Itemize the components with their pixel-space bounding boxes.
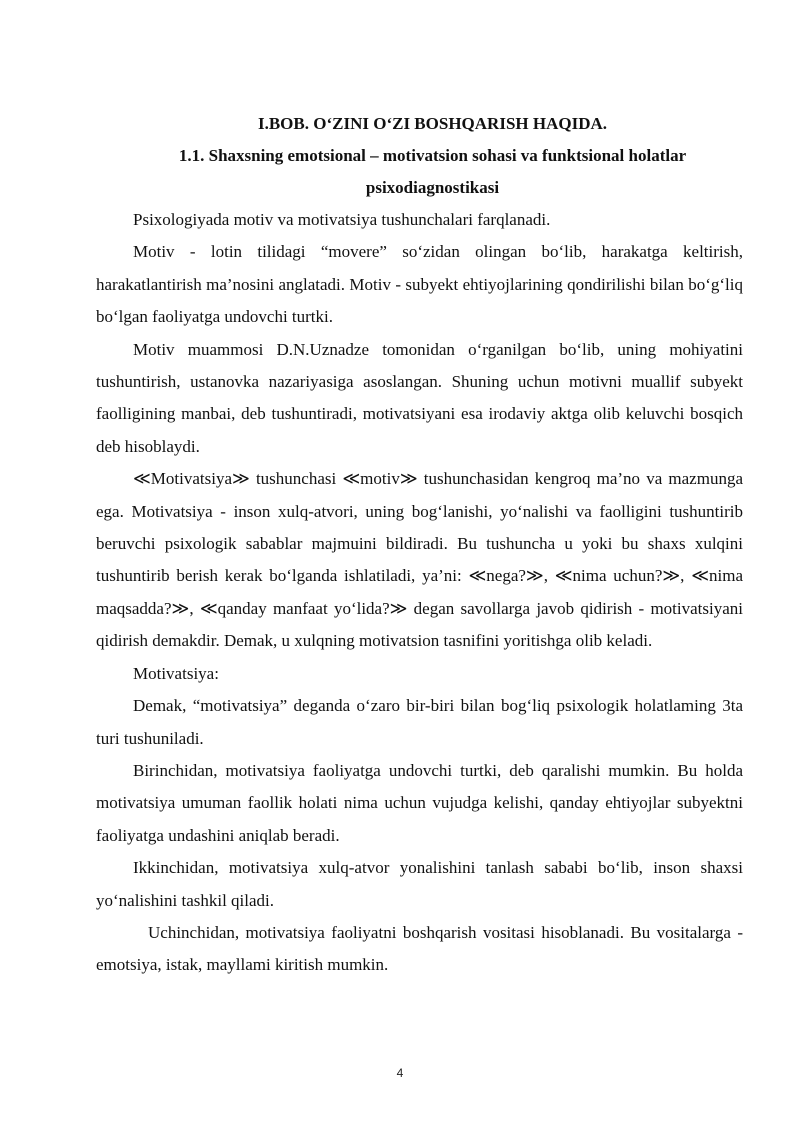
paragraph-2: Motiv - lotin tilidagi “movere” so‘zidan olingan bo‘lib, harakatga keltirish, harakatlantirish ma’nosini anglatadi. Motiv - subyekt ehtiyojlarining qondirilishi bilan bo‘g‘liq bo‘lgan faoliyatga undovchi turtki. [96,242,743,327]
page-number: 4 [396,1066,404,1080]
paragraph-1: Psixologiyada motiv va motivatsiya tushunchalari farqlanadi. [133,210,551,229]
paragraph-5: Motivatsiya: [133,663,219,683]
document-page [96,108,743,982]
paragraph-7: Birinchidan, motivatsiya faoliyatga undovchi turtki, deb qaralishi mumkin. Bu holda motivatsiya umuman faollik holati nima uchun vujudga kelishi, qanday ehtiyojlar subyektni faoliyatga undashini aniqlab beradi. [96,760,743,845]
paragraph-3: Motiv muammosi D.N.Uznadze tomonidan o‘rganilgan bo‘lib, uning mohiyatini tushuntirish, ustanovka nazariyasiga asoslangan. Shuning uchun motivni muallif subyekt faolligining manbai, deb tushuntiradi, motivatsiyani esa irodaviy aktga olib keluvchi bosqich deb hisoblaydi. [96,339,743,456]
paragraph-6: Demak, “motivatsiya” deganda o‘zaro bir-biri bilan bog‘liq psixologik holatlaming 3ta turi tushuniladi. [96,696,743,748]
section-title: 1.1. Shaxsning emotsional – motivatsion sohasi va funktsional holatlar psixodiagnostikasi [178,146,687,197]
paragraph-4: ≪Motivatsiya≫ tushunchasi ≪motiv≫ tushunchasidan kengroq ma’no va mazmunga ega. Motivatsiya - inson xulq-atvori, uning bog‘lanishi, yo‘nalishi va faolligini tushuntirib beruvchi psixologik sabablar majmuini bildiradi. Bu tushuncha u yoki bu shaxs xulqini tushuntirib berish kerak bo‘lganda ishlatiladi, ya’ni: ≪nega?≫, ≪nima uchun?≫, ≪nima maqsadda?≫, ≪qanday manfaat yo‘lida?≫ degan savollarga javob qidirish - motivatsiyani qidirish demakdir. Demak, u xulqning motivatsion tasnifini yoritishga olib keladi. [96,469,743,651]
paragraph-9: Uchinchidan, motivatsiya faoliyatni boshqarish vositasi hisoblanadi. Bu vositalarga - emotsiya, istak, mayllami kiritish mumkin. [96,922,743,975]
chapter-title: I.BOB. O‘ZINI O‘ZI BOSHQARISH HAQIDA. [257,114,608,133]
paragraph-8: Ikkinchidan, motivatsiya xulq-atvor yonalishini tanlash sababi bo‘lib, inson shaxsi yo‘nalishini tashkil qiladi. [96,858,743,910]
